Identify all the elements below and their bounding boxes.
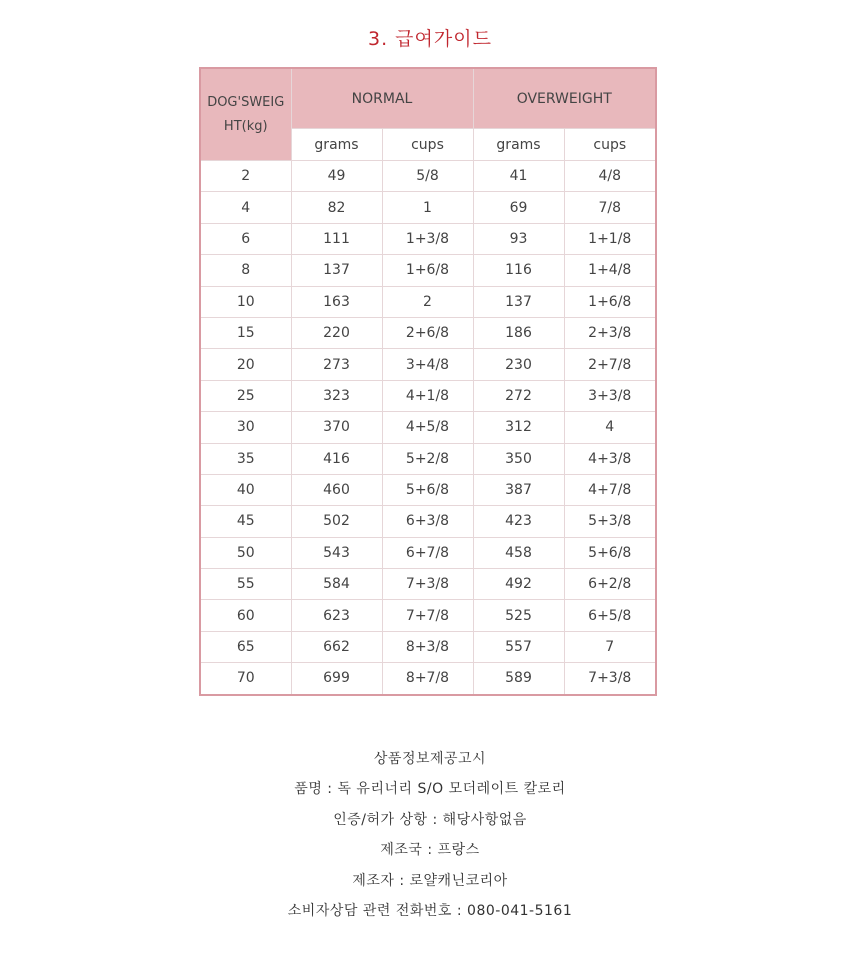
overweight-cups-cell: 5+3/8 [564, 506, 656, 537]
table-row [200, 569, 656, 600]
normal-cups-cell: 7+7/8 [382, 600, 473, 631]
table-row [200, 663, 656, 695]
normal-cups-cell: 2 [382, 286, 473, 317]
weight-cell: 6 [200, 223, 291, 254]
overweight-cups-cell: 1+1/8 [564, 223, 656, 254]
table-row [200, 192, 656, 223]
overweight-grams-cell: 230 [473, 349, 564, 380]
overweight-cups-cell: 7 [564, 631, 656, 662]
overweight-cups-cell: 1+6/8 [564, 286, 656, 317]
weight-cell: 8 [200, 255, 291, 286]
normal-cups-cell: 4+5/8 [382, 412, 473, 443]
overweight-cups-cell: 7/8 [564, 192, 656, 223]
normal-cups-cell: 5/8 [382, 161, 473, 192]
weight-header-line1: DOG'SWEIG [207, 94, 285, 110]
normal-cups-cell: 2+6/8 [382, 317, 473, 348]
normal-grams-cell: 111 [291, 223, 382, 254]
product-info-line: 소비자상담 관련 전화번호 : 080-041-5161 [287, 902, 573, 919]
weight-cell: 20 [200, 349, 291, 380]
overweight-cups-cell: 2+7/8 [564, 349, 656, 380]
overweight-cups-cell: 4+3/8 [564, 443, 656, 474]
overweight-group-header: OVERWEIGHT [473, 68, 656, 129]
table-row [200, 380, 656, 411]
normal-grams-cell: 49 [291, 161, 382, 192]
weight-cell: 30 [200, 412, 291, 443]
weight-cell: 60 [200, 600, 291, 631]
product-info-line: 인증/허가 상항 : 해당사항없음 [333, 811, 527, 828]
normal-grams-cell: 82 [291, 192, 382, 223]
weight-cell: 15 [200, 317, 291, 348]
overweight-grams-cell: 69 [473, 192, 564, 223]
overweight-cups-cell: 7+3/8 [564, 663, 656, 695]
normal-cups-cell: 6+7/8 [382, 537, 473, 568]
product-info-heading: 상품정보제공고시 [373, 751, 487, 767]
overweight-grams-cell: 137 [473, 286, 564, 317]
normal-grams-cell: 416 [291, 443, 382, 474]
weight-cell: 45 [200, 506, 291, 537]
overweight-cups-cell: 4+7/8 [564, 474, 656, 505]
weight-cell: 50 [200, 537, 291, 568]
normal-cups-cell: 5+2/8 [382, 443, 473, 474]
normal-grams-cell: 220 [291, 317, 382, 348]
overweight-grams-cell: 350 [473, 443, 564, 474]
normal-grams-cell: 584 [291, 569, 382, 600]
table-row [200, 631, 656, 662]
overweight-grams-cell: 272 [473, 380, 564, 411]
table-row [200, 286, 656, 317]
product-info-line: 제조자 : 로얄캐닌코리아 [352, 872, 508, 889]
overweight-cups-cell: 3+3/8 [564, 380, 656, 411]
table-row [200, 349, 656, 380]
normal-grams-cell: 543 [291, 537, 382, 568]
overweight-grams-cell: 557 [473, 631, 564, 662]
weight-cell: 40 [200, 474, 291, 505]
product-info-line: 제조국 : 프랑스 [380, 842, 480, 859]
normal-cups-header: cups [382, 129, 473, 161]
page-title: 3. 급여가이드 [368, 28, 492, 50]
normal-cups-cell: 1+6/8 [382, 255, 473, 286]
normal-cups-cell: 7+3/8 [382, 569, 473, 600]
table-row [200, 474, 656, 505]
product-info-notice [0, 744, 860, 926]
weight-cell: 4 [200, 192, 291, 223]
overweight-grams-cell: 116 [473, 255, 564, 286]
weight-cell: 10 [200, 286, 291, 317]
weight-header-line2: HT(kg) [223, 118, 268, 134]
table-row [200, 506, 656, 537]
normal-grams-cell: 273 [291, 349, 382, 380]
overweight-grams-cell: 41 [473, 161, 564, 192]
feeding-guide-table [199, 67, 657, 696]
overweight-cups-header: cups [564, 129, 656, 161]
weight-column-header [200, 68, 291, 161]
table-body [200, 161, 656, 695]
weight-cell: 35 [200, 443, 291, 474]
normal-cups-cell: 6+3/8 [382, 506, 473, 537]
product-info-line: 품명 : 독 유리너리 S/O 모더레이트 칼로리 [294, 781, 566, 798]
overweight-cups-cell: 1+4/8 [564, 255, 656, 286]
overweight-cups-cell: 4 [564, 412, 656, 443]
overweight-cups-cell: 5+6/8 [564, 537, 656, 568]
normal-grams-cell: 323 [291, 380, 382, 411]
overweight-grams-cell: 93 [473, 223, 564, 254]
overweight-grams-cell: 387 [473, 474, 564, 505]
weight-cell: 70 [200, 663, 291, 695]
weight-cell: 2 [200, 161, 291, 192]
normal-group-header: NORMAL [291, 68, 473, 129]
overweight-cups-cell: 4/8 [564, 161, 656, 192]
normal-cups-cell: 5+6/8 [382, 474, 473, 505]
weight-cell: 25 [200, 380, 291, 411]
overweight-cups-cell: 2+3/8 [564, 317, 656, 348]
normal-cups-cell: 1 [382, 192, 473, 223]
normal-cups-cell: 1+3/8 [382, 223, 473, 254]
table-row [200, 412, 656, 443]
overweight-grams-cell: 492 [473, 569, 564, 600]
table-row [200, 443, 656, 474]
normal-grams-cell: 370 [291, 412, 382, 443]
overweight-grams-cell: 589 [473, 663, 564, 695]
normal-grams-cell: 502 [291, 506, 382, 537]
table-row [200, 161, 656, 192]
normal-grams-cell: 662 [291, 631, 382, 662]
normal-cups-cell: 8+7/8 [382, 663, 473, 695]
normal-cups-cell: 3+4/8 [382, 349, 473, 380]
overweight-grams-cell: 423 [473, 506, 564, 537]
table-row [200, 255, 656, 286]
normal-cups-cell: 8+3/8 [382, 631, 473, 662]
table-row [200, 600, 656, 631]
overweight-grams-cell: 458 [473, 537, 564, 568]
normal-grams-cell: 137 [291, 255, 382, 286]
table-row [200, 537, 656, 568]
normal-grams-cell: 460 [291, 474, 382, 505]
overweight-cups-cell: 6+5/8 [564, 600, 656, 631]
table-row [200, 223, 656, 254]
overweight-grams-header: grams [473, 129, 564, 161]
weight-cell: 65 [200, 631, 291, 662]
normal-grams-cell: 163 [291, 286, 382, 317]
normal-cups-cell: 4+1/8 [382, 380, 473, 411]
normal-grams-cell: 699 [291, 663, 382, 695]
overweight-grams-cell: 525 [473, 600, 564, 631]
weight-cell: 55 [200, 569, 291, 600]
normal-grams-header: grams [291, 129, 382, 161]
normal-grams-cell: 623 [291, 600, 382, 631]
overweight-grams-cell: 186 [473, 317, 564, 348]
overweight-cups-cell: 6+2/8 [564, 569, 656, 600]
overweight-grams-cell: 312 [473, 412, 564, 443]
table-row [200, 317, 656, 348]
